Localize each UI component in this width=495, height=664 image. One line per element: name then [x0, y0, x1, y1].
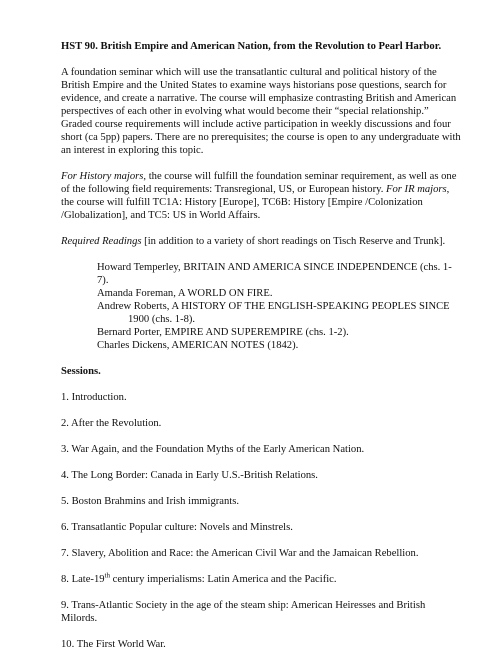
session-item: 6. Transatlantic Popular culture: Novels and Minstrels. [61, 522, 293, 533]
reading-item: Bernard Porter, EMPIRE AND SUPEREMPIRE (chs. 1-2). [97, 327, 349, 338]
required-readings-intro [61, 235, 461, 248]
history-majors-text: , the course will fulfill the foundation seminar requirement, as well as one of the following field requirements: Transregional, US, or European history. [61, 171, 457, 195]
reading-item: Andrew Roberts, A HISTORY OF THE ENGLISH-SPEAKING PEOPLES SINCE 1900 (chs. 1-8). [97, 301, 450, 325]
ir-majors-label: For IR majors [386, 184, 447, 195]
course-description: A foundation seminar which will use the transatlantic cultural and political history of the British Empire and the United States to examine ways historians pose questions, search for evidence, and create a narrative. The course will emphasize contrasting British and American perspectives of each other in evolving what would become their “special relationship.” Graded course requirements will include active participation in weekly discussions and four short (ca 5pp) papers. There are no prerequisites; the course is open to any undergraduate with an interest in exploring this topic. [61, 67, 461, 156]
session-item: 9. Trans-Atlantic Society in the age of the steam ship: American Heiresses and British Milords. [61, 600, 426, 624]
session-item: 3. War Again, and the Foundation Myths of the Early American Nation. [61, 444, 365, 455]
reading-item: Charles Dickens, AMERICAN NOTES (1842). [97, 340, 299, 351]
history-majors-label: For History majors [61, 171, 144, 182]
reading-item: Amanda Foreman, A WORLD ON FIRE. [97, 288, 273, 299]
session-8-superscript: th [104, 571, 110, 580]
session-item: 4. The Long Border: Canada in Early U.S.-British Relations. [61, 470, 318, 481]
reading-item: Howard Temperley, BRITAIN AND AMERICA SINCE INDEPENDENCE (chs. 1-7). [97, 262, 452, 286]
session-item: 10. The First World War. [61, 639, 166, 650]
session-item: 7. Slavery, Abolition and Race: the American Civil War and the Jamaican Rebellion. [61, 548, 419, 559]
ir-majors-text: , the course will fulfill TC1A: History [Europe], TC6B: History [Empire /Colonization /Globalization], and TC5: US in World Affairs. [61, 184, 450, 221]
session-item: 5. Boston Brahmins and Irish immigrants. [61, 496, 240, 507]
required-readings-label: Required Readings [61, 236, 142, 247]
reading-list [97, 261, 461, 352]
session-item: 2. After the Revolution. [61, 418, 162, 429]
session-8-text: century imperialisms: Latin America and the Pacific. [110, 574, 337, 585]
session-item: 1. Introduction. [61, 392, 127, 403]
majors-requirements [61, 170, 461, 222]
session-8-prefix: 8. Late-19 [61, 574, 105, 585]
sessions-heading: Sessions. [61, 366, 101, 377]
session-item [61, 573, 461, 586]
document-page [61, 40, 461, 664]
course-title: HST 90. British Empire and American Nation, from the Revolution to Pearl Harbor. [61, 41, 442, 52]
required-readings-note: [in addition to a variety of short readings on Tisch Reserve and Trunk]. [141, 236, 446, 247]
